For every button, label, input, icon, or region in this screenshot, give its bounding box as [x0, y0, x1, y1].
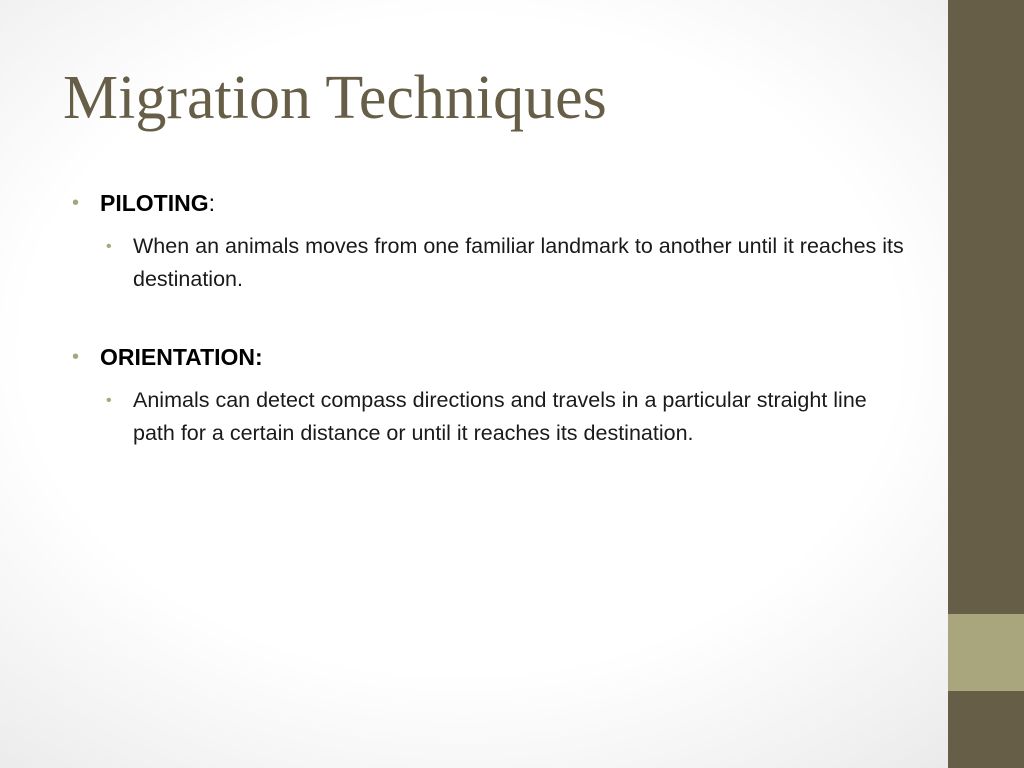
slide-content [72, 186, 912, 494]
sub-bullet-dot-icon: • [106, 392, 112, 409]
sub-bullet [106, 230, 912, 296]
sub-bullet-dot-icon: • [106, 238, 112, 255]
bullet-orientation [72, 340, 912, 450]
slide-title: Migration Techniques [63, 64, 607, 132]
sub-bullet-text: Animals can detect compass directions and travels in a particular straight line path for a certain distance or until it reaches its destination. [133, 388, 867, 445]
bullet-piloting [72, 186, 912, 296]
bullet-heading-row [72, 186, 912, 220]
bullet-heading: PILOTING [100, 190, 209, 216]
bullet-heading-row [72, 340, 912, 374]
sub-bullet-text: When an animals moves from one familiar landmark to another until it reaches its destination. [133, 234, 904, 291]
bullet-heading: ORIENTATION: [100, 344, 263, 370]
sub-bullet [106, 384, 912, 450]
bullet-dot-icon: • [72, 192, 80, 214]
sidebar-accent-block [948, 614, 1024, 691]
bullet-dot-icon: • [72, 346, 80, 368]
bullet-heading-suffix: : [208, 190, 216, 216]
